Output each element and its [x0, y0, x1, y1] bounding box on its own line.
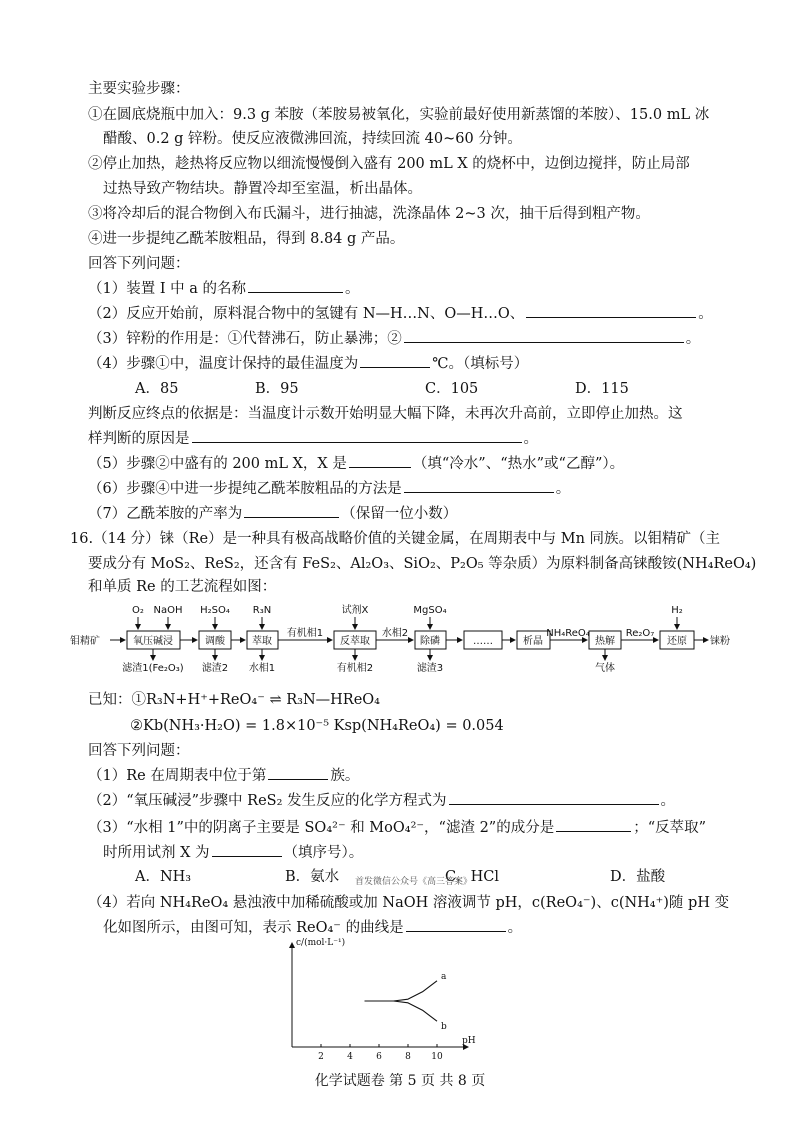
flow-output-gas: 气体 [595, 663, 615, 674]
q15-4-option-c[interactable]: C．105 [425, 381, 479, 397]
q16-3-text: （3）“水相 1”中的阴离子主要是 SO₄²⁻ 和 MoO₄²⁻，“滤渣 2”的成分是 [88, 820, 555, 836]
step-1-line-2: 醋酸、0.2 g 锌粉。使反应液微沸回流，持续回流 40~60 分钟。 [103, 131, 522, 147]
flow-box-1: 氧压碱浸 [133, 636, 173, 647]
flow-input-o2: O₂ [132, 605, 144, 616]
q15-4-end: ℃。（填标号） [432, 356, 529, 372]
answer-heading-15: 回答下列问题： [88, 256, 190, 272]
flow-output-residue-3: 滤渣3 [416, 663, 444, 674]
watermark: 首发微信公众号《高三答案》 [355, 877, 473, 887]
q15-4-blank[interactable] [360, 353, 430, 368]
q15-3-end: 。 [685, 331, 701, 347]
q16-3-blank-1[interactable] [556, 817, 631, 832]
step-3: ③将冷却后的混合物倒入布氏漏斗，进行抽滤，洗涤晶体 2~3 次，抽干后得到粗产物。 [88, 206, 650, 222]
q15-4-options [135, 378, 629, 400]
q16-3-end: （填序号）。 [283, 845, 364, 861]
series-label-b: b [441, 1022, 447, 1033]
ph-concentration-chart [280, 935, 480, 1070]
q15-2-end: 。 [698, 306, 713, 322]
process-flow-svg [70, 595, 730, 685]
q15-judge-blank[interactable] [192, 428, 522, 443]
series-line-b [365, 1001, 438, 1021]
step-4: ④进一步提纯乙酰苯胺粗品，得到 8.84 g 产品。 [88, 231, 405, 247]
flow-start: 钼精矿 [70, 636, 100, 647]
q15-7 [88, 503, 457, 525]
q15-5-blank[interactable] [349, 453, 411, 468]
y-axis-label: c/(mol·L⁻¹) [296, 938, 346, 948]
q16-3-option-d[interactable]: D．盐酸 [610, 869, 666, 885]
q15-4-option-a[interactable]: A．85 [135, 381, 179, 397]
flow-output-residue-1: 滤渣1(Fe₂O₃) [122, 663, 184, 674]
flow-input-mgso4: MgSO₄ [413, 605, 447, 616]
step-2-line-1: ②停止加热，趁热将反应物以细流慢慢倒入盛有 200 mL X 的烧杯中，边倒边搅拌，防止局部 [88, 156, 690, 172]
q16-1-blank[interactable] [268, 765, 328, 780]
q16-3-line-2 [103, 842, 363, 864]
q15-6-end: 。 [555, 481, 571, 497]
q16-2-blank[interactable] [449, 790, 659, 805]
q15-1-blank[interactable] [248, 278, 343, 293]
flow-input-h2: H₂ [671, 605, 683, 616]
q15-2-text: （2）反应开始前，原料混合物中的氢键有 N—H…N、O—H…O、 [88, 306, 525, 322]
q15-4 [88, 353, 528, 375]
q16-4-blank[interactable] [406, 917, 506, 932]
q16-known-1: 已知：①R₃N+H⁺+ReO₄⁻ ⇌ R₃N—HReO₄ [88, 692, 380, 708]
flow-between-aqueous-2: 水相2 [381, 628, 409, 639]
q16-4-text: 化如图所示，由图可知，表示 ReO₄⁻ 的曲线是 [103, 920, 404, 936]
q15-4-text: （4）步骤①中，温度计保持的最佳温度为 [88, 356, 359, 372]
q15-5 [88, 453, 624, 475]
q15-3-blank[interactable] [404, 328, 684, 343]
flow-output-organic-2: 有机相2 [336, 663, 374, 674]
series-line-a [365, 981, 438, 1001]
q16-known-2: ②Kb(NH₃·H₂O) = 1.8×10⁻⁵ Ksp(NH₄ReO₄) = 0.054 [130, 718, 504, 734]
q15-1-text: （1）装置 I 中 a 的名称 [88, 281, 247, 297]
q15-5-text: （5）步骤②中盛有的 200 mL X，X 是 [88, 456, 347, 472]
flow-end: 铼粉 [710, 636, 730, 647]
q15-5-end: （填“冷水”、“热水”或“乙醇”）。 [412, 456, 625, 472]
flow-box-7: 析晶 [523, 636, 543, 647]
series-label-a: a [441, 971, 447, 982]
q16-1-end: 族。 [330, 768, 360, 784]
step-2-line-2: 过热导致产物结块。静置冷却至室温，析出晶体。 [103, 181, 422, 197]
page-footer: 化学试题卷 第 5 页 共 8 页 [314, 1073, 486, 1089]
flow-output-residue-2: 滤渣2 [201, 663, 229, 674]
q16-3-option-c[interactable]: C．HCl [445, 869, 499, 885]
flow-between-re2o7: Re₂O₇ [625, 628, 655, 639]
q16-intro-1: 16.（14 分）铼（Re）是一种具有极高战略价值的关键金属，在周期表中与 Mn 同族。以钼精矿（主 [70, 531, 721, 547]
q16-2-text: （2）“氧压碱浸”步骤中 ReS₂ 发生反应的化学方程式为 [88, 793, 447, 809]
q15-7-text: （7）乙酰苯胺的产率为 [88, 506, 243, 522]
q16-4-line-1: （4）若向 NH₄ReO₄ 悬浊液中加稀硫酸或加 NaOH 溶液调节 pH，c(ReO₄⁻)、c(NH₄⁺)随 pH 变 [88, 895, 730, 911]
q15-6-blank[interactable] [404, 478, 554, 493]
flow-box-6: …… [473, 636, 493, 647]
q15-3 [88, 328, 700, 350]
flow-between-nh4reo4: NH₄ReO₄ [546, 628, 590, 639]
flow-input-r3n: R₃N [252, 605, 272, 616]
flow-box-5: 除磷 [420, 636, 440, 647]
flow-input-reagent-x: 试剂X [341, 605, 369, 616]
q16-3-blank-2[interactable] [212, 842, 282, 857]
flow-box-4: 反萃取 [340, 636, 370, 647]
x-tick-label: 2 [318, 1052, 324, 1062]
flow-box-9: 还原 [667, 636, 687, 647]
q15-2 [88, 303, 713, 325]
q16-3-text-2: 时所用试剂 X 为 [103, 845, 210, 861]
q16-2-end: 。 [660, 793, 676, 809]
x-tick-label: 4 [347, 1052, 353, 1062]
step-1-line-1: ①在圆底烧瓶中加入：9.3 g 苯胺（苯胺易被氧化，实验前最好使用新蒸馏的苯胺）、15.0 mL 冰 [88, 107, 710, 123]
q15-judge-end: 。 [523, 431, 538, 447]
q15-7-blank[interactable] [244, 503, 339, 518]
process-flow-diagram [70, 595, 730, 685]
flow-box-2: 调酸 [205, 636, 225, 647]
q15-1-end: 。 [345, 281, 360, 297]
q16-1 [88, 765, 359, 787]
answer-heading-16: 回答下列问题： [88, 743, 190, 759]
x-tick-label: 10 [431, 1052, 443, 1062]
q15-4-option-d[interactable]: D．115 [575, 381, 629, 397]
flow-between-organic-1: 有机相1 [286, 628, 324, 639]
flow-box-3: 萃取 [252, 636, 272, 647]
flow-output-aqueous-1: 水相1 [248, 663, 276, 674]
q16-2 [88, 790, 675, 812]
q15-2-blank[interactable] [526, 303, 696, 318]
q16-4-end: 。 [507, 920, 523, 936]
q16-3 [88, 817, 706, 839]
q16-3-option-b[interactable]: B．氨水 [285, 869, 340, 885]
q15-7-end: （保留一位小数） [341, 506, 458, 522]
q15-judge-2 [88, 428, 538, 450]
q16-intro-3: 和单质 Re 的工艺流程如图： [88, 579, 277, 595]
x-axis-label: pH [462, 1036, 476, 1046]
q15-3-text: （3）锌粉的作用是：①代替沸石，防止暴沸；② [88, 331, 402, 347]
flow-input-naoh: NaOH [153, 605, 183, 616]
q15-1 [88, 278, 360, 300]
x-tick-label: 6 [376, 1052, 382, 1062]
q16-intro-2: 要成分有 MoS₂、ReS₂，还含有 FeS₂、Al₂O₃、SiO₂、P₂O₅ 等杂质）为原料制备高铼酸铵(NH₄ReO₄) [88, 556, 757, 572]
q16-3-option-a[interactable]: A．NH₃ [135, 869, 192, 885]
q15-6 [88, 478, 570, 500]
flow-input-h2so4: H₂SO₄ [200, 605, 230, 616]
q16-1-text: （1）Re 在周期表中位于第 [88, 768, 267, 784]
q15-judge-1: 判断反应终点的依据是：当温度计示数开始明显大幅下降，未再次升高前，立即停止加热。这 [88, 406, 683, 422]
q16-3-mid: ；“反萃取” [633, 820, 707, 836]
flow-box-8: 热解 [595, 636, 615, 647]
q15-judge-text: 样判断的原因是 [88, 431, 190, 447]
q15-6-text: （6）步骤④中进一步提纯乙酰苯胺粗品的方法是 [88, 481, 402, 497]
chart-svg [280, 935, 480, 1070]
steps-heading: 主要实验步骤： [88, 81, 190, 97]
x-tick-label: 8 [405, 1052, 411, 1062]
q15-4-option-b[interactable]: B．95 [255, 381, 299, 397]
